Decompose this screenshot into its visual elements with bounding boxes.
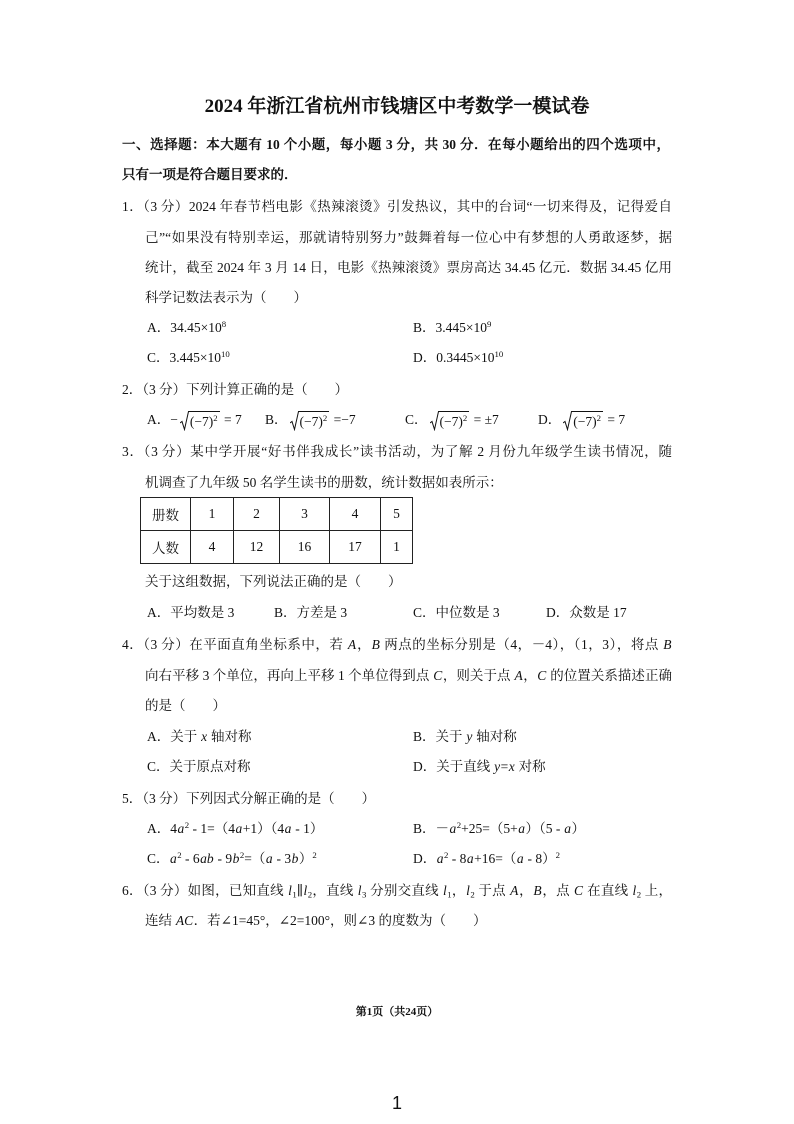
text-run: ．若∠1=45°，∠2=100°，则∠3 的度数为（ ） bbox=[193, 913, 487, 928]
math-variable: l bbox=[632, 883, 637, 898]
text-run: B．3.445×10 bbox=[413, 320, 487, 335]
subscript: 2 bbox=[636, 889, 642, 900]
text-run: - 1=（4 bbox=[189, 821, 235, 836]
superscript: 2 bbox=[456, 819, 462, 830]
text-run: ） bbox=[298, 851, 313, 866]
q3-option-c bbox=[413, 602, 500, 624]
q4-option-b bbox=[413, 726, 517, 748]
text-run: = 7 bbox=[604, 412, 626, 427]
superscript: 2 bbox=[312, 849, 317, 860]
q1-stem-line-2 bbox=[145, 227, 672, 249]
superscript: 2 bbox=[596, 413, 601, 424]
subscript: 3 bbox=[362, 889, 367, 900]
table-cell: 16 bbox=[280, 531, 330, 564]
q6-stem-line-1 bbox=[122, 880, 672, 902]
table-cell: 3 bbox=[280, 498, 330, 531]
superscript: 8 bbox=[221, 318, 227, 329]
math-variable: C bbox=[433, 668, 443, 683]
page-footer-info: 第1页（共24页） bbox=[355, 1006, 439, 1018]
text-run: +25=（5+ bbox=[461, 821, 518, 836]
subscript: 2 bbox=[470, 889, 475, 900]
radical-sign-icon bbox=[290, 410, 299, 431]
math-variable: a bbox=[235, 821, 243, 836]
text-run: 的是（ ） bbox=[145, 698, 226, 713]
text-run: 分别交直线 bbox=[366, 883, 443, 898]
q5-stem-line-1 bbox=[122, 788, 375, 810]
math-variable: l bbox=[303, 883, 308, 898]
math-variable: a bbox=[564, 821, 571, 836]
superscript: 2 bbox=[322, 413, 328, 424]
text-run: =（ bbox=[244, 851, 266, 866]
text-run: 2．（3 分）下列计算正确的是（ ） bbox=[122, 382, 349, 397]
text-run: 的位置关系描述正确 bbox=[546, 668, 673, 683]
q4-stem-line-1 bbox=[122, 634, 672, 656]
math-variable: a bbox=[265, 851, 273, 866]
text-run: 于点 bbox=[474, 883, 510, 898]
table-row bbox=[141, 498, 413, 531]
math-variable: b bbox=[291, 851, 299, 866]
math-variable: a bbox=[284, 821, 292, 836]
text-run: C．关于原点对称 bbox=[147, 759, 251, 774]
table-row-label: 人数 bbox=[141, 531, 191, 564]
math-variable: y bbox=[466, 729, 473, 744]
math-variable: B bbox=[663, 637, 672, 652]
q1-option-c bbox=[147, 347, 230, 369]
superscript: 2 bbox=[462, 413, 468, 424]
subscript: 2 bbox=[307, 889, 313, 900]
text-run: D． bbox=[413, 851, 437, 866]
math-variable: a bbox=[170, 851, 177, 866]
q5-option-a bbox=[147, 818, 323, 840]
text-run: B．关于 bbox=[413, 729, 466, 744]
math-variable: l bbox=[466, 883, 470, 898]
text-run: C． bbox=[405, 412, 428, 427]
text-run: 向右平移 3 个单位，再向上平移 1 个单位得到点 bbox=[145, 668, 433, 683]
q3-stem-line-1 bbox=[122, 441, 672, 463]
q1-stem-line-3 bbox=[145, 257, 672, 279]
q4-option-d bbox=[413, 756, 546, 778]
text-run: = ±7 bbox=[470, 412, 499, 427]
superscript: 10 bbox=[221, 348, 230, 359]
text-run: 统计，截至 2024 年 3 月 14 日，电影《热辣滚烫》票房高达 34.45 亿元．数据 34.45 亿用 bbox=[145, 260, 672, 275]
text-run: (−7) bbox=[189, 414, 214, 430]
superscript: 2 bbox=[444, 849, 449, 860]
text-run: A．关于 bbox=[147, 729, 201, 744]
superscript: 9 bbox=[487, 318, 492, 329]
q3-option-d bbox=[546, 602, 627, 624]
q3-stem-line-2 bbox=[145, 472, 503, 494]
text-run: 6．（3 分）如图，已知直线 bbox=[122, 883, 288, 898]
superscript: 2 bbox=[213, 413, 218, 424]
square-root bbox=[180, 410, 220, 431]
math-variable: x bbox=[508, 759, 515, 774]
radical-sign-icon bbox=[563, 410, 572, 431]
table-row bbox=[141, 531, 413, 564]
math-variable: C bbox=[573, 883, 583, 898]
text-run: B．－ bbox=[413, 821, 450, 836]
subscript: 1 bbox=[447, 889, 452, 900]
text-run: 1．（3 分）2024 年春节档电影《热辣滚烫》引发热议，其中的台词“一切来得及，记得爱自 bbox=[122, 199, 672, 214]
q2-option-b bbox=[265, 409, 356, 431]
text-run: A．34.45×10 bbox=[147, 320, 222, 335]
text-run: 己”“如果没有特别幸运，那就请特别努力”鼓舞着每一位心中有梦想的人勇敢逐梦，据 bbox=[145, 230, 672, 245]
text-run: C． bbox=[147, 851, 170, 866]
text-run: 在直线 bbox=[583, 883, 633, 898]
text-run: A．平均数是 3 bbox=[147, 605, 235, 620]
text-run: D．0.3445×10 bbox=[413, 350, 495, 365]
text-run: 关于这组数据，下列说法正确的是（ ） bbox=[145, 574, 402, 589]
q3-prompt bbox=[145, 571, 402, 593]
math-variable: a bbox=[466, 851, 474, 866]
math-variable: a bbox=[516, 851, 524, 866]
text-run: ， bbox=[356, 637, 372, 652]
table-cell: 4 bbox=[191, 531, 234, 564]
text-run: - 3 bbox=[273, 851, 292, 866]
text-run: - 8 bbox=[448, 851, 467, 866]
text-run: (−7) bbox=[439, 414, 463, 430]
text-run: (−7) bbox=[573, 414, 597, 430]
text-run: ）（5 - bbox=[525, 821, 564, 836]
text-run: - 9 bbox=[214, 851, 233, 866]
radicand bbox=[299, 411, 330, 431]
q3-data-table bbox=[140, 497, 413, 564]
q4-stem-line-2 bbox=[145, 665, 672, 687]
page-title: 2024 年浙江省杭州市钱塘区中考数学一模试卷 bbox=[204, 96, 590, 117]
text-run: = bbox=[500, 759, 509, 774]
q3-option-b bbox=[274, 602, 347, 624]
superscript: 2 bbox=[177, 849, 182, 860]
q2-option-d bbox=[538, 409, 625, 431]
math-variable: l bbox=[288, 883, 292, 898]
math-variable: a bbox=[449, 821, 457, 836]
radicand bbox=[572, 411, 603, 431]
text-run: A．4 bbox=[147, 821, 177, 836]
superscript: 2 bbox=[239, 849, 245, 860]
q4-option-a bbox=[147, 726, 252, 748]
text-run: 两点的坐标分别是（4，－4），（1，3），将点 bbox=[380, 637, 663, 652]
text-run: - 1） bbox=[291, 821, 324, 836]
table-cell: 4 bbox=[330, 498, 381, 531]
text-run: ， bbox=[451, 883, 466, 898]
text-run: D． bbox=[538, 412, 562, 427]
math-variable: l bbox=[442, 883, 447, 898]
text-run: +16=（ bbox=[474, 851, 517, 866]
q3-option-a bbox=[147, 602, 234, 624]
text-run: +1）（4 bbox=[242, 821, 285, 836]
text-run: ， bbox=[523, 668, 537, 683]
superscript: 10 bbox=[494, 348, 504, 359]
q5-option-d bbox=[413, 848, 560, 870]
text-run: 4．（3 分）在平面直角坐标系中，若 bbox=[122, 637, 348, 652]
text-run: - 6 bbox=[181, 851, 200, 866]
text-run: 5．（3 分）下列因式分解正确的是（ ） bbox=[122, 791, 376, 806]
square-root bbox=[290, 410, 330, 431]
radical-sign-icon bbox=[430, 410, 439, 431]
math-variable: B bbox=[371, 637, 380, 652]
text-run: ，点 bbox=[542, 883, 574, 898]
q1-stem-line-1 bbox=[122, 196, 672, 218]
text-run: =−7 bbox=[330, 412, 356, 427]
q5-option-c bbox=[147, 848, 317, 870]
math-variable: AC bbox=[175, 913, 194, 928]
math-variable: A bbox=[510, 883, 519, 898]
math-variable: B bbox=[533, 883, 542, 898]
math-variable: C bbox=[537, 668, 547, 683]
text-run: 机调查了九年级 50 名学生读书的册数，统计数据如表所示： bbox=[145, 475, 503, 490]
math-variable: l bbox=[357, 883, 362, 898]
table-cell: 1 bbox=[381, 531, 413, 564]
text-run: (−7) bbox=[299, 414, 323, 430]
square-root bbox=[430, 410, 470, 431]
math-variable: b bbox=[232, 851, 240, 866]
q2-option-a bbox=[147, 409, 242, 431]
table-cell: 1 bbox=[191, 498, 234, 531]
table-cell: 2 bbox=[234, 498, 280, 531]
q6-stem-line-2 bbox=[145, 910, 486, 932]
math-variable: A bbox=[514, 668, 523, 683]
text-run: 轴对称 bbox=[472, 729, 517, 744]
q1-stem-line-4 bbox=[145, 287, 307, 309]
text-run: 轴对称 bbox=[207, 729, 252, 744]
math-variable: y bbox=[494, 759, 501, 774]
superscript: 2 bbox=[184, 819, 190, 830]
text-run: ） bbox=[571, 821, 585, 836]
text-run: 对称 bbox=[515, 759, 546, 774]
math-variable: a bbox=[518, 821, 525, 836]
math-variable: a bbox=[436, 851, 444, 866]
radicand bbox=[439, 411, 470, 431]
text-run: D．众数是 17 bbox=[546, 605, 627, 620]
text-run: 科学记数法表示为（ ） bbox=[145, 290, 307, 305]
q2-option-c bbox=[405, 409, 499, 431]
q5-option-b bbox=[413, 818, 585, 840]
superscript: 2 bbox=[555, 849, 561, 860]
math-variable: A bbox=[347, 637, 357, 652]
radicand bbox=[189, 411, 220, 431]
text-run: ，则关于点 bbox=[442, 668, 514, 683]
table-cell: 17 bbox=[330, 531, 381, 564]
q1-option-d bbox=[413, 347, 503, 369]
text-run: ，直线 bbox=[312, 883, 358, 898]
text-run: C．中位数是 3 bbox=[413, 605, 500, 620]
text-run: ∥ bbox=[296, 883, 303, 898]
text-run: - 8） bbox=[524, 851, 556, 866]
radical-sign-icon bbox=[180, 410, 189, 431]
subscript: 1 bbox=[292, 889, 297, 900]
square-root bbox=[563, 410, 603, 431]
q4-stem-line-3 bbox=[145, 695, 226, 717]
text-run: ， bbox=[518, 883, 533, 898]
text-run: = 7 bbox=[220, 412, 242, 427]
text-run: 3．（3 分）某中学开展“好书伴我成长”读书活动，为了解 2 月份九年级学生读书情况，随 bbox=[122, 444, 672, 459]
section-heading-line-1: 一、选择题：本大题有 10 个小题，每小题 3 分，共 30 分．在每小题给出的四个选项中， bbox=[122, 137, 670, 152]
q1-option-a bbox=[147, 317, 226, 339]
q4-option-c bbox=[147, 756, 251, 778]
page-number: 1 bbox=[391, 1093, 402, 1113]
section-heading-line-2: 只有一项是符合题目要求的． bbox=[122, 167, 298, 182]
text-run: B．方差是 3 bbox=[274, 605, 348, 620]
table-row-label: 册数 bbox=[141, 498, 191, 531]
math-variable: a bbox=[177, 821, 185, 836]
q1-option-b bbox=[413, 317, 491, 339]
text-run: 上， bbox=[641, 883, 673, 898]
table-cell: 5 bbox=[381, 498, 413, 531]
table-cell: 12 bbox=[234, 531, 280, 564]
math-variable: ab bbox=[200, 851, 214, 866]
text-run: B． bbox=[265, 412, 288, 427]
text-run: 连结 bbox=[145, 913, 176, 928]
text-run: A．− bbox=[147, 412, 178, 427]
q2-stem-line-1 bbox=[122, 379, 348, 401]
text-run: C．3.445×10 bbox=[147, 350, 221, 365]
math-variable: x bbox=[201, 729, 208, 744]
text-run: D．关于直线 bbox=[413, 759, 494, 774]
